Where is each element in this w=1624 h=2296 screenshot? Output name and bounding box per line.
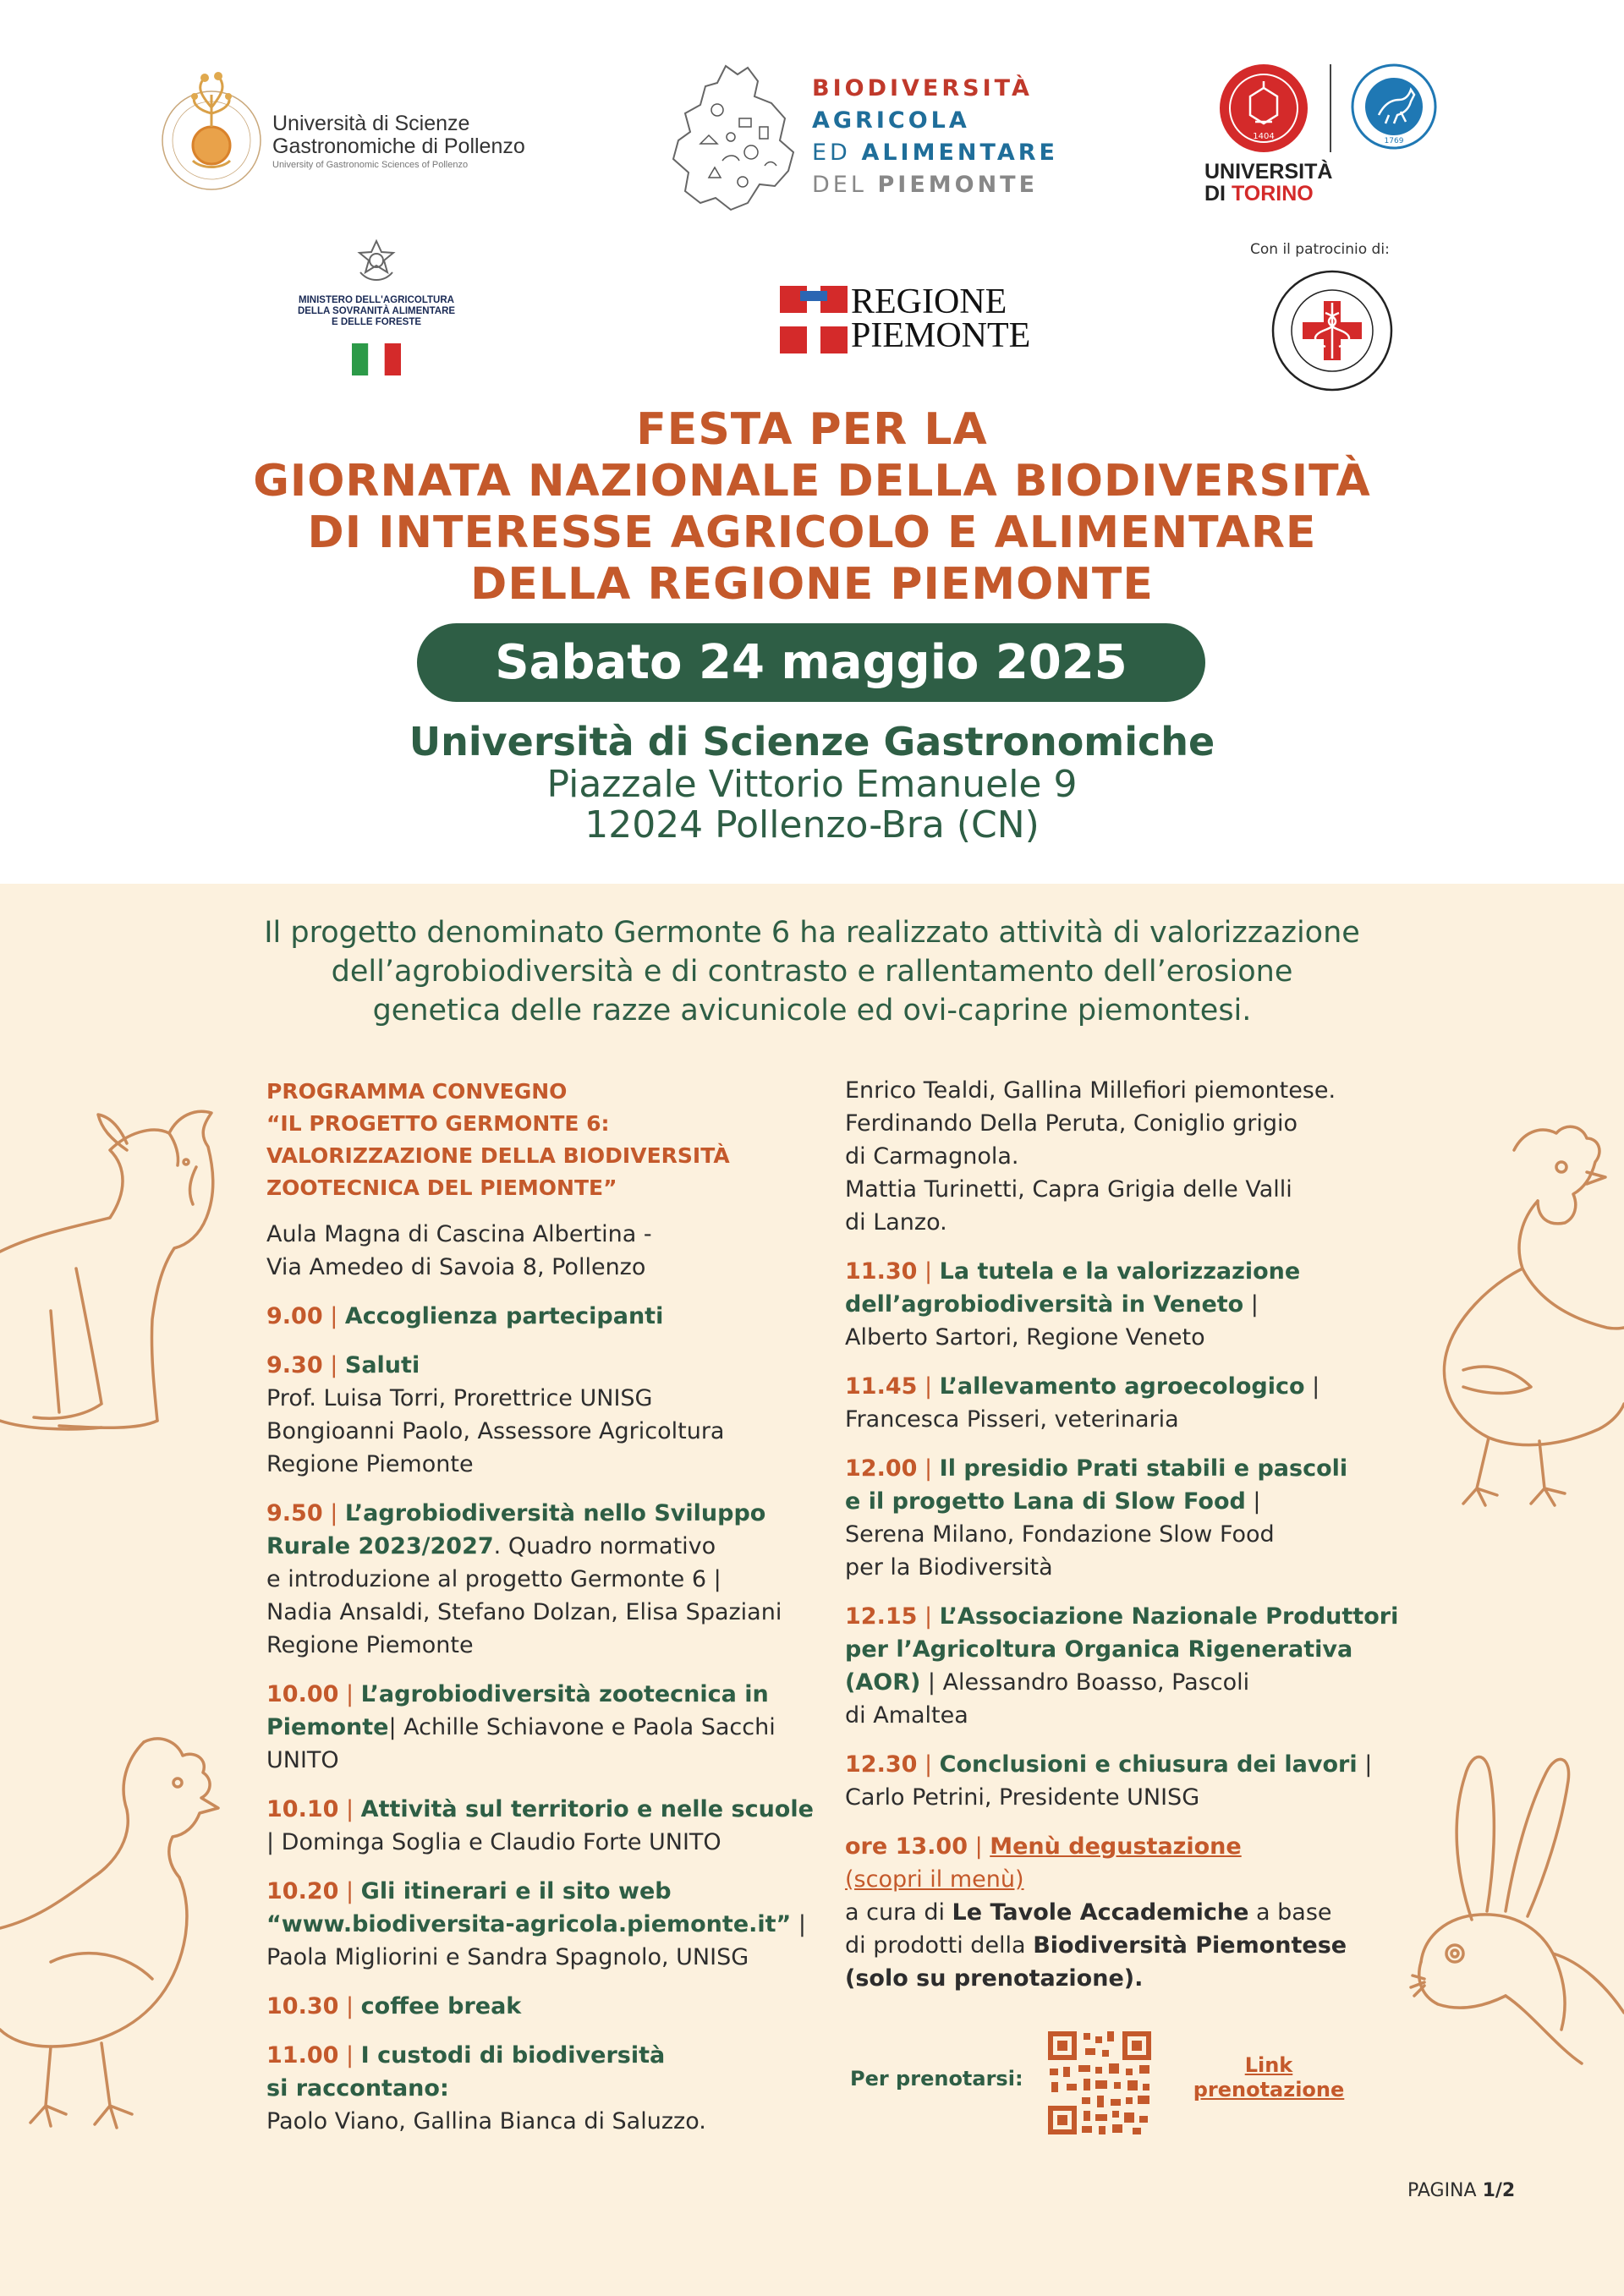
unisg-name-line2: Gastronomiche di Pollenzo xyxy=(272,134,525,158)
program-speaker-line: Prof. Luisa Torri, Prorettrice UNISG xyxy=(266,1385,653,1411)
program-speaker-line: per la Biodiversità xyxy=(845,1554,1053,1581)
veterinary-dept-seal-icon xyxy=(1350,63,1438,151)
custodi-line: Enrico Tealdi, Gallina Millefiori piemontese. xyxy=(845,1077,1336,1104)
program-heading-line1: PROGRAMMA CONVEGNO xyxy=(266,1079,568,1104)
program-location-line2: Via Amedeo di Savoia 8, Pollenzo xyxy=(266,1254,646,1280)
hen-outline-icon xyxy=(0,1708,237,2182)
program-item: 11.30 | La tutela e la valorizzazione dell’agrobiodiversità in Veneto | Alberto Sartori, Regione Veneto xyxy=(845,1255,1403,1354)
bio-line3-a: ED xyxy=(812,140,862,166)
program-title: La tutela e la valorizzazione xyxy=(939,1258,1301,1285)
program-time: 11.45 xyxy=(845,1373,918,1400)
venue-address-line2: 12024 Pollenzo-Bra (CN) xyxy=(584,803,1040,847)
custodi-list xyxy=(845,1074,1403,1239)
menu-text-bold: Le Tavole Accademiche xyxy=(952,1899,1249,1926)
program-time: 9.50 xyxy=(266,1500,323,1526)
menu-item: ore 13.00 | Menù degustazione (scopri il menù) a cura di Le Tavole Accademiche a base di prodotti della Biodiversità Piemontese (solo su prenotazione). xyxy=(845,1830,1403,1995)
patrocinio-label: Con il patrocinio di: xyxy=(1250,241,1390,258)
program-title-cont: “www.biodiversita-agricola.piemonte.it” xyxy=(266,1911,792,1937)
program-speaker-line: Regione Piemonte xyxy=(266,1451,474,1477)
unito-line1: UNIVERSITÀ xyxy=(1204,160,1333,184)
rooster-outline-icon xyxy=(1396,1116,1624,1522)
program-time: 11.00 xyxy=(266,2042,339,2069)
venue-name: Università di Scienze Gastronomiche xyxy=(409,719,1215,764)
program-time: 12.30 xyxy=(845,1751,918,1778)
unito-logo-text xyxy=(1204,161,1332,205)
event-title xyxy=(0,404,1624,611)
unisg-emblem-icon xyxy=(154,61,269,205)
program-title-cont: dell’agrobiodiversità in Veneto xyxy=(845,1291,1244,1318)
program-heading-line4: ZOOTECNICA DEL PIEMONTE” xyxy=(266,1175,617,1200)
program-title-rest: | Alessandro Boasso, Pascoli xyxy=(920,1669,1250,1696)
event-date-badge: Sabato 24 maggio 2025 xyxy=(417,623,1205,702)
program-title-rest: | xyxy=(1304,1373,1320,1400)
bio-line4 xyxy=(812,169,1058,201)
ministero-line1: MINISTERO DELL'AGRICOLTURA xyxy=(299,295,454,305)
intro-line1: Il progetto denominato Germonte 6 ha realizzato attività di valorizzazione xyxy=(264,916,1360,950)
program-title-cont: per l’Agricoltura Organica Rigenerativa xyxy=(845,1636,1353,1663)
program-column-left xyxy=(266,1076,825,2154)
menu-text-bold: Biodiversità Piemontese xyxy=(1033,1932,1347,1959)
program-title: Il presidio Prati stabili e pascoli xyxy=(939,1455,1348,1482)
menu-text: a cura di xyxy=(845,1899,952,1926)
regione-line2: PIEMONTE xyxy=(851,316,1031,355)
ministero-logo-text xyxy=(267,295,486,328)
program-title: Saluti xyxy=(344,1352,420,1378)
ministero-line3: E DELLE FORESTE xyxy=(331,317,422,327)
program-title: L’allevamento agroecologico xyxy=(939,1373,1305,1400)
custodi-line: Ferdinando Della Peruta, Coniglio grigio xyxy=(845,1110,1298,1137)
program-title-rest: | xyxy=(1243,1291,1259,1318)
program-title: coffee break xyxy=(360,1993,522,2019)
intro-paragraph xyxy=(220,913,1404,1030)
program-title-cont: Rurale 2023/2027 xyxy=(266,1533,494,1559)
ordine-biologi-seal-icon xyxy=(1270,269,1394,392)
program-item: 10.30 | coffee break xyxy=(266,1993,522,2019)
booking-link-line2[interactable]: prenotazione xyxy=(1193,2078,1345,2101)
unito-seal-icon xyxy=(1218,63,1309,154)
qr-code-icon[interactable] xyxy=(1045,2028,1155,2138)
program-time: 9.30 xyxy=(266,1352,323,1378)
page-label: PAGINA xyxy=(1407,2180,1483,2201)
program-title-rest: | Achille Schiavone e Paola Sacchi xyxy=(388,1714,776,1740)
program-title: Conclusioni e chiusura dei lavori xyxy=(939,1751,1358,1778)
program-location-line1: Aula Magna di Cascina Albertina - xyxy=(266,1221,652,1247)
unito-line2-b: TORINO xyxy=(1231,182,1314,205)
page-number xyxy=(1407,2180,1515,2201)
program-title-rest: | xyxy=(1245,1488,1261,1515)
italian-flag-icon xyxy=(352,343,401,375)
intro-line3: genetica delle razze avicunicole ed ovi-caprine piemontesi. xyxy=(372,994,1252,1027)
program-item: 12.15 | L’Associazione Nazionale Produttori per l’Agricoltura Organica Rigenerativa (AOR) | Alessandro Boasso, Pascoli di Amaltea xyxy=(845,1600,1403,1732)
program-title-rest: | xyxy=(1357,1751,1373,1778)
goat-outline-icon xyxy=(0,1099,228,1471)
program-item: 9.30 | Saluti Prof. Luisa Torri, Prorettrice UNISG Bongioanni Paolo, Assessore Agricoltura Regione Piemonte xyxy=(266,1349,825,1481)
program-item: 12.00 | Il presidio Prati stabili e pascoli e il progetto Lana di Slow Food | Serena Milano, Fondazione Slow Food per la Biodiversità xyxy=(845,1452,1403,1584)
intro-line2: dell’agrobiodiversità e di contrasto e rallentamento dell’erosione xyxy=(331,955,1293,989)
program-speaker-line: | Dominga Soglia e Claudio Forte UNITO xyxy=(266,1829,721,1855)
program-title-rest: . Quadro normativo xyxy=(493,1533,716,1559)
program-time: 12.00 xyxy=(845,1455,918,1482)
program-heading xyxy=(266,1076,825,1204)
bio-line1: BIODIVERSITÀ xyxy=(812,75,1033,101)
unito-line2-a: DI xyxy=(1204,182,1232,205)
program-title: L’agrobiodiversità nello Sviluppo xyxy=(344,1500,766,1526)
emblem-of-italy-icon xyxy=(355,238,398,284)
program-speaker-line: Serena Milano, Fondazione Slow Food xyxy=(845,1521,1275,1548)
biodiversita-logo-text xyxy=(812,73,1058,201)
program-heading-line2: “IL PROGETTO GERMONTE 6: xyxy=(266,1111,610,1136)
venue-address-line1: Piazzale Vittorio Emanuele 9 xyxy=(546,763,1078,806)
program-speaker-line: Alberto Sartori, Regione Veneto xyxy=(845,1324,1205,1351)
booking-link[interactable] xyxy=(1184,2053,1353,2102)
program-item: 11.00 | I custodi di biodiversità si raccontano: Paolo Viano, Gallina Bianca di Saluzzo. xyxy=(266,2039,825,2138)
program-speaker-line: Nadia Ansaldi, Stefano Dolzan, Elisa Spaziani xyxy=(266,1599,782,1625)
program-time: 10.00 xyxy=(266,1681,339,1707)
menu-text: di prodotti della xyxy=(845,1932,1034,1959)
program-item: 11.45 | L’allevamento agroecologico | Francesca Pisseri, veterinaria xyxy=(845,1370,1403,1436)
program-item: 10.10 | Attività sul territorio e nelle scuole | Dominga Soglia e Claudio Forte UNITO xyxy=(266,1793,825,1859)
menu-booking-note: (solo su prenotazione). xyxy=(845,1965,1144,1992)
program-title: I custodi di biodiversità xyxy=(360,2042,666,2069)
rabbit-outline-icon xyxy=(1387,1725,1624,2097)
bio-line2: AGRICOLA xyxy=(812,107,970,134)
program-speaker-line: Paolo Viano, Gallina Bianca di Saluzzo. xyxy=(266,2108,706,2134)
unisg-name-line1: Università di Scienze xyxy=(272,112,470,135)
program-item: 9.00 | Accoglienza partecipanti xyxy=(266,1303,664,1329)
program-time: 10.20 xyxy=(266,1878,339,1904)
program-title-cont: e il progetto Lana di Slow Food xyxy=(845,1488,1246,1515)
program-speaker-line: Carlo Petrini, Presidente UNISG xyxy=(845,1784,1200,1811)
event-title-line1: FESTA PER LA xyxy=(636,404,988,455)
program-title: L’Associazione Nazionale Produttori xyxy=(939,1603,1399,1630)
program-title-cont: (AOR) xyxy=(845,1669,921,1696)
program-speaker-line: Paola Migliorini e Sandra Spagnolo, UNISG xyxy=(266,1944,749,1970)
menu-link[interactable]: Menù degustazione xyxy=(990,1833,1242,1860)
program-title-cont: Piemonte xyxy=(266,1714,389,1740)
program-time: 10.30 xyxy=(266,1993,339,2019)
program-title: L’agrobiodiversità zootecnica in xyxy=(360,1681,769,1707)
program-speaker-line: Francesca Pisseri, veterinaria xyxy=(845,1406,1179,1433)
bio-line4-a: DEL xyxy=(812,172,878,198)
program-title: Gli itinerari e il sito web xyxy=(360,1878,672,1904)
bio-line3 xyxy=(812,137,1058,169)
unisg-subtitle: University of Gastronomic Sciences of Pollenzo xyxy=(272,160,469,170)
program-heading-line3: VALORIZZAZIONE DELLA BIODIVERSITÀ xyxy=(266,1143,730,1168)
page-number-value: 1/2 xyxy=(1482,2180,1516,2201)
program-title: Attività sul territorio e nelle scuole xyxy=(360,1796,814,1822)
regione-line1: REGIONE xyxy=(851,282,1007,321)
program-title: Accoglienza partecipanti xyxy=(344,1303,664,1329)
bio-line3-b: ALIMENTARE xyxy=(861,140,1058,166)
program-item: 10.20 | Gli itinerari e il sito web “www.biodiversita-agricola.piemonte.it” | Paola Migliorini e Sandra Spagnolo, UNISG xyxy=(266,1875,825,1974)
unito-seal-year: 1404 xyxy=(1253,132,1275,141)
custodi-line: di Carmagnola. xyxy=(845,1143,1019,1170)
venue-block xyxy=(0,719,1624,846)
logo-divider xyxy=(1330,64,1331,152)
event-title-line4: DELLA REGIONE PIEMONTE xyxy=(470,559,1154,610)
program-column-right xyxy=(845,1074,1403,2011)
program-time: 11.30 xyxy=(845,1258,918,1285)
program-item: 9.50 | L’agrobiodiversità nello Sviluppo Rurale 2023/2027. Quadro normativo e introduzione al progetto Germonte 6 | Nadia Ansaldi, Stefano Dolzan, Elisa Spaziani Regione Piemonte xyxy=(266,1497,825,1662)
custodi-line: Mattia Turinetti, Capra Grigia delle Valli xyxy=(845,1176,1292,1203)
unisg-logo-text xyxy=(272,112,525,172)
menu-text: a base xyxy=(1248,1899,1332,1926)
program-speaker-line: Regione Piemonte xyxy=(266,1632,474,1658)
custodi-line: di Lanzo. xyxy=(845,1209,947,1236)
program-speaker-line: e introduzione al progetto Germonte 6 | xyxy=(266,1566,721,1592)
piemonte-map-icon xyxy=(667,59,802,220)
booking-link-line1[interactable]: Link xyxy=(1244,2053,1293,2077)
regione-piemonte-shield-icon xyxy=(780,286,848,353)
program-speaker-line: Bongioanni Paolo, Assessore Agricoltura xyxy=(266,1418,725,1444)
program-title-cont: si raccontano: xyxy=(266,2075,449,2101)
regione-piemonte-logo-text xyxy=(851,282,1031,355)
unito-line2 xyxy=(1204,183,1332,205)
booking-label: Per prenotarsi: xyxy=(850,2067,1023,2091)
program-item: 10.00 | L’agrobiodiversità zootecnica in Piemonte| Achille Schiavone e Paola Sacchi UNITO xyxy=(266,1678,825,1777)
program-item: 12.30 | Conclusioni e chiusura dei lavori | Carlo Petrini, Presidente UNISG xyxy=(845,1748,1403,1814)
ministero-line2: DELLA SOVRANITÀ ALIMENTARE xyxy=(297,306,456,316)
program-time: 10.10 xyxy=(266,1796,339,1822)
bio-line4-b: PIEMONTE xyxy=(877,172,1039,198)
program-time: 12.15 xyxy=(845,1603,918,1630)
event-title-line2: GIORNATA NAZIONALE DELLA BIODIVERSITÀ xyxy=(253,456,1371,507)
program-speaker-line: di Amaltea xyxy=(845,1702,968,1729)
event-title-line3: DI INTERESSE AGRICOLO E ALIMENTARE xyxy=(307,507,1317,558)
menu-discover-link[interactable]: (scopri il menù) xyxy=(845,1866,1024,1893)
program-location xyxy=(266,1218,825,1284)
program-time: 9.00 xyxy=(266,1303,323,1329)
program-speaker-line: UNITO xyxy=(266,1747,339,1773)
program-title-rest: | xyxy=(791,1911,806,1937)
menu-time: ore 13.00 xyxy=(845,1833,968,1860)
dept-seal-year: 1769 xyxy=(1384,137,1404,145)
